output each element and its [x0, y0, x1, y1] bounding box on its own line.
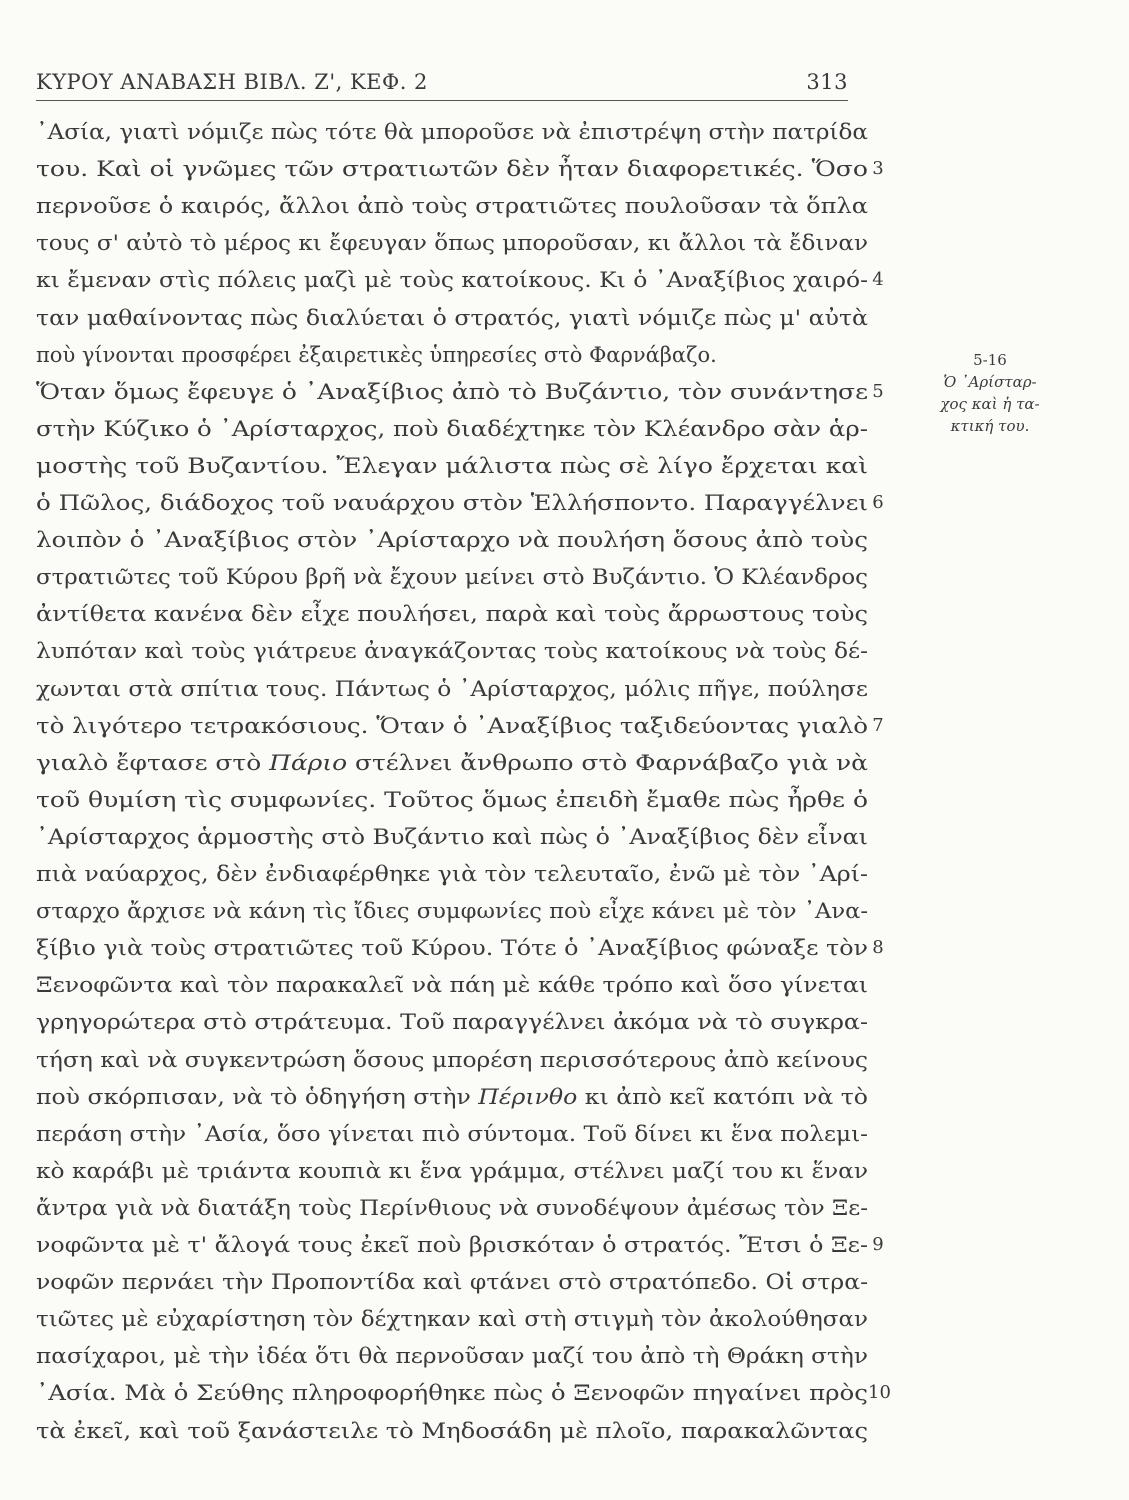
- text-line: τους σ' αὐτὸ τὸ μέρος κι ἔφευγαν ὅπως μποροῦσαν, κι ἄλλοι τὰ ἔδιναν: [36, 231, 868, 256]
- text-line: λοιπὸν ὁ ᾿Αναξίβιος στὸν ᾿Αρίσταρχο νὰ πουλήση ὅσους ἀπὸ τοὺς: [36, 528, 868, 553]
- text-line: τὸ λιγότερο τετρακόσιους. Ὅταν ὁ ᾿Αναξίβιος ταξιδεύοντας γιαλὸ: [36, 713, 868, 738]
- text-line: περνοῦσε ὁ καιρός, ἄλλοι ἀπὸ τοὺς στρατιῶτες πουλοῦσαν τὰ ὅπλα: [36, 194, 868, 219]
- text-line: ᾿Ασία, γιατὶ νόμιζε πὼς τότε θὰ μποροῦσε νὰ ἐπιστρέψη στὴν πατρίδα: [36, 120, 868, 144]
- text-line: ᾿Ασία. Μὰ ὁ Σεύθης πληροφορήθηκε πὼς ὁ Ξενοφῶν πηγαίνει πρὸς: [36, 1381, 868, 1406]
- text-line: του. Καὶ οἱ γνῶμες τῶν στρατιωτῶν δὲν ἦταν διαφορετικές. Ὅσο: [36, 157, 868, 182]
- text-line: κι ἔμεναν στὶς πόλεις μαζὶ μὲ τοὺς κατοίκους. Κι ὁ ᾿Αναξίβιος χαιρό-: [36, 268, 868, 293]
- text-line: ποὺ γίνονται προσφέρει ἐξαιρετικὲς ὑπηρεσίες στὸ Φαρνάβαζο.: [36, 342, 717, 367]
- text-line: λυπόταν καὶ τοὺς γιάτρευε ἀναγκάζοντας τοὺς κατοίκους νὰ τοὺς δέ-: [36, 639, 868, 664]
- text-line: πασίχαροι, μὲ τὴν ἰδέα ὅτι θὰ περνοῦσαν μαζί του ἀπὸ τὴ Θράκη στὴν: [36, 1344, 868, 1369]
- text-line: κὸ καράβι μὲ τριάντα κουπιὰ κι ἕνα γράμμα, στέλνει μαζί του κι ἕναν: [36, 1158, 868, 1183]
- running-title: ΚΥΡΟΥ ΑΝΑΒΑΣΗ ΒΙΒΛ. Ζ', ΚΕΦ. 2: [36, 70, 428, 94]
- section-number: 8: [872, 937, 884, 959]
- text-line: τήση καὶ νὰ συγκεντρώση ὅσους μπορέση περισσότερους ἀπὸ κείνους: [36, 1047, 868, 1072]
- page-number: 313: [806, 70, 848, 94]
- text-line: τὰ ἐκεῖ, καὶ τοῦ ξανάστειλε τὸ Μηδοσάδη μὲ πλοῖο, παρακαλῶντας: [36, 1418, 868, 1443]
- text-line: ἀντίθετα κανένα δὲν εἶχε πουλήσει, παρὰ καὶ τοὺς ἄρρωστους τοὺς: [36, 602, 868, 627]
- text-line: νοφῶν περνάει τὴν Προποντίδα καὶ φτάνει στὸ στρατόπεδο. Οἱ στρα-: [36, 1270, 868, 1295]
- section-number: 6: [872, 492, 884, 513]
- text-line: γιαλὸ ἔφτασε στὸ Πάριο στέλνει ἄνθρωπο στὸ Φαρνάβαζο γιὰ νὰ: [36, 750, 868, 775]
- text-line: ὁ Πῶλος, διάδοχος τοῦ ναυάρχου στὸν Ἑλλήσποντο. Παραγγέλνει: [36, 491, 868, 515]
- text-line: ταν μαθαίνοντας πὼς διαλύεται ὁ στρατός, γιατὶ νόμιζε πὼς μ' αὐτὰ: [36, 305, 868, 330]
- text-line: στὴν Κύζικο ὁ ᾿Αρίσταρχος, ποὺ διαδέχτηκε τὸν Κλέανδρο σὰν ἁρ-: [36, 416, 868, 441]
- text-line: ξίβιο γιὰ τοὺς στρατιῶτες τοῦ Κύρου. Τότε ὁ ᾿Αναξίβιος φώναξε τὸν: [36, 936, 869, 961]
- section-number: 4: [872, 269, 884, 291]
- text-line: τοῦ θυμίση τὶς συμφωνίες. Τοῦτος ὅμως ἐπειδὴ ἔμαθε πὼς ἦρθε ὁ: [36, 787, 868, 812]
- margin-note-range: 5-16: [973, 351, 1007, 369]
- section-number: 9: [872, 1234, 884, 1255]
- text-line: Ὅταν ὅμως ἔφευγε ὁ ᾿Αναξίβιος ἀπὸ τὸ Βυζάντιο, τὸν συνάντησε: [36, 379, 868, 404]
- text-line: περάση στὴν ᾿Ασία, ὅσο γίνεται πιὸ σύντομα. Τοῦ δίνει κι ἕνα πολεμι-: [36, 1121, 868, 1146]
- text-line: μοστὴς τοῦ Βυζαντίου. Ἔλεγαν μάλιστα πὼς σὲ λίγο ἔρχεται καὶ: [36, 453, 869, 478]
- margin-note-topic: Ὁ ᾿Αρίσταρ- χος καὶ ἡ τα- κτική του.: [940, 373, 1040, 435]
- text-line: ποὺ σκόρπισαν, νὰ τὸ ὁδηγήση στὴν Πέρινθο κι ἀπὸ κεῖ κατόπι νὰ τὸ: [36, 1084, 868, 1109]
- section-number: 3: [872, 158, 884, 180]
- text-line: σταρχο ἄρχισε νὰ κάνη τὶς ἴδιες συμφωνίες ποὺ εἶχε κάνει μὲ τὸν ᾿Ανα-: [36, 899, 868, 924]
- header-rule: [36, 100, 848, 101]
- text-line: γρηγορώτερα στὸ στράτευμα. Τοῦ παραγγέλνει ἀκόμα νὰ τὸ συγκρα-: [36, 1010, 868, 1035]
- section-number: 7: [872, 714, 884, 736]
- margin-note: [905, 349, 1075, 437]
- section-number: 5: [872, 380, 884, 402]
- running-header: [36, 70, 848, 100]
- section-number: 10: [868, 1382, 891, 1404]
- text-line: Ξενοφῶντα καὶ τὸν παρακαλεῖ νὰ πάη μὲ κάθε τρόπο καὶ ὅσο γίνεται: [36, 973, 868, 998]
- text-line: πιὰ ναύαρχος, δὲν ἐνδιαφέρθηκε γιὰ τὸν τελευταῖο, ἐνῶ μὲ τὸν ᾿Αρί-: [36, 862, 868, 886]
- text-line: χωνται στὰ σπίτια τους. Πάντως ὁ ᾿Αρίσταρχος, μόλις πῆγε, πούλησε: [36, 676, 868, 701]
- text-line: νοφῶντα μὲ τ' ἄλογά τους ἐκεῖ ποὺ βρισκόταν ὁ στρατός. Ἔτσι ὁ Ξε-: [36, 1233, 868, 1257]
- text-line: στρατιῶτες τοῦ Κύρου βρῆ νὰ ἔχουν μείνει στὸ Βυζάντιο. Ὁ Κλέανδρος: [36, 565, 868, 590]
- text-line: ἄντρα γιὰ νὰ διατάξη τοὺς Περίνθιους νὰ συνοδέψουν ἀμέσως τὸν Ξε-: [36, 1195, 868, 1220]
- text-line: ᾿Αρίσταρχος ἁρμοστὴς στὸ Βυζάντιο καὶ πὼς ὁ ᾿Αναξίβιος δὲν εἶναι: [36, 824, 868, 849]
- text-line: τιῶτες μὲ εὐχαρίστηση τὸν δέχτηκαν καὶ στὴ στιγμὴ τὸν ἀκολούθησαν: [36, 1307, 868, 1332]
